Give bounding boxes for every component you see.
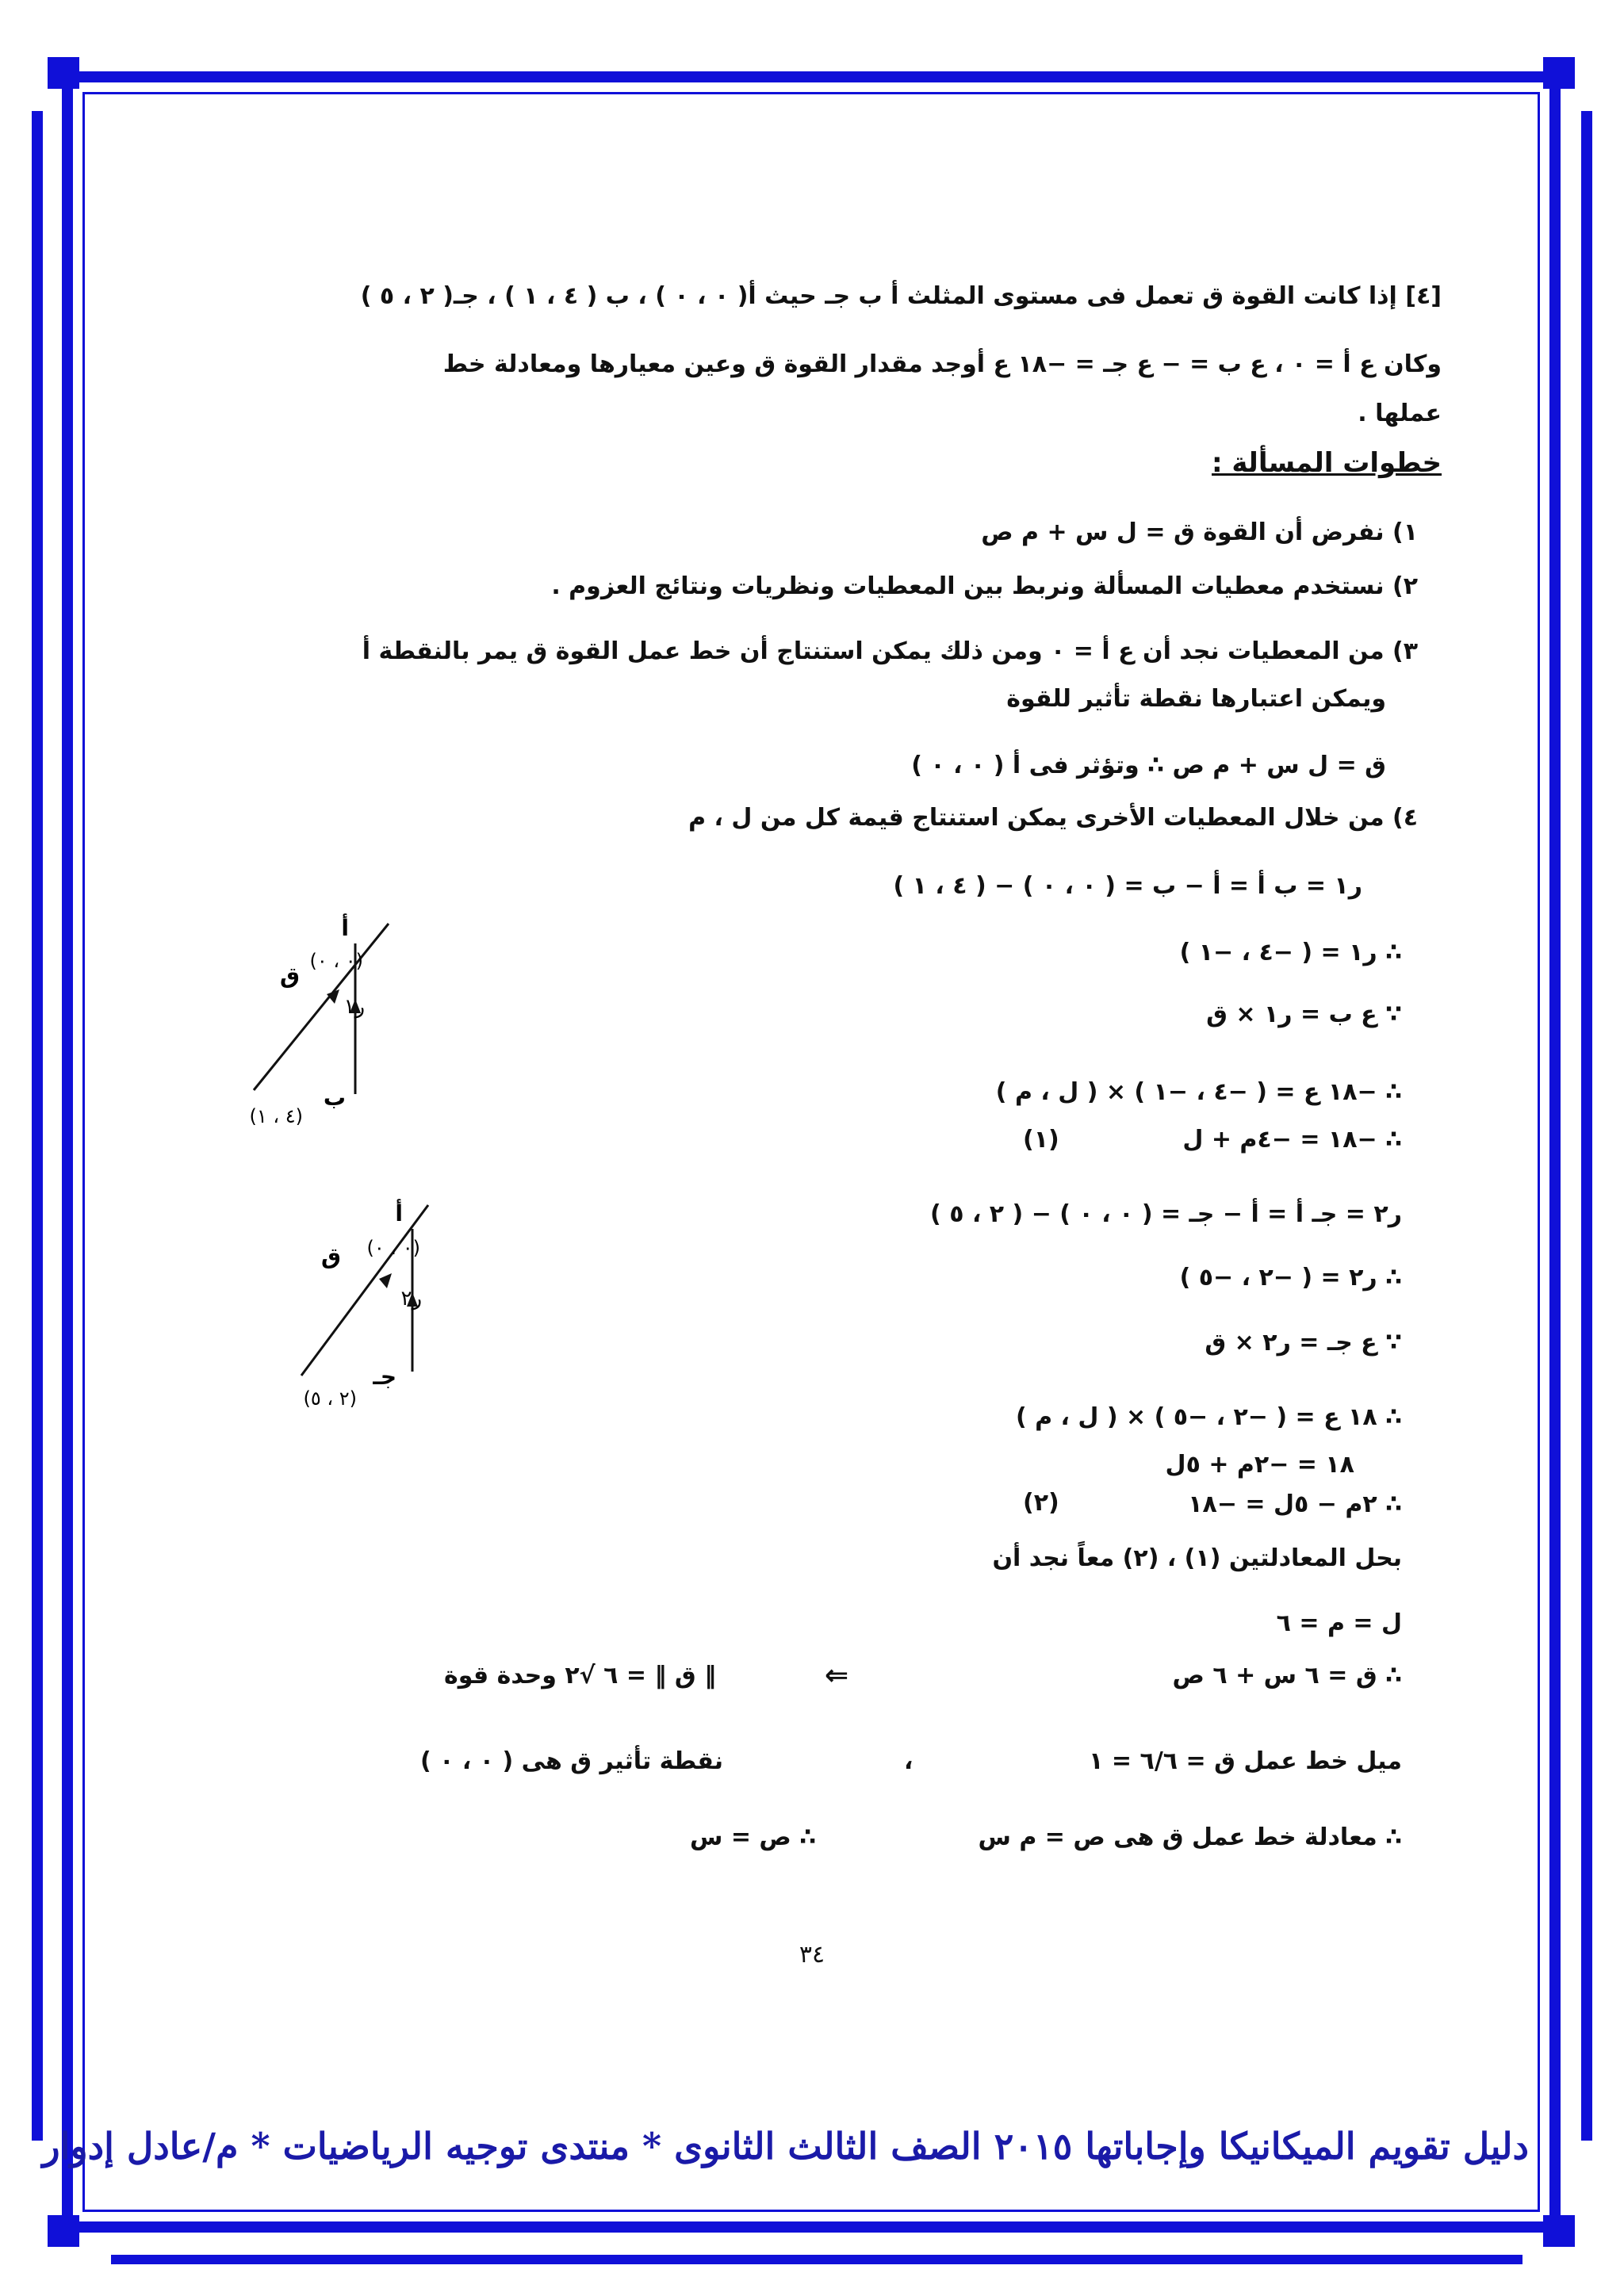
- equation-2: ∴ ٢م − ٥ل = −١٨: [1188, 1490, 1402, 1518]
- equation-2-expanded: ١٨ = −٢م + ٥ل: [1165, 1451, 1354, 1479]
- line-of-action-equation: ∴ معادلة خط عمل ق هى ص = م س: [978, 1823, 1402, 1851]
- step-2: ٢) نستخدم معطيات المسألة ونربط بين المعطيات ونظريات ونتائج العزوم .: [551, 572, 1418, 600]
- equation-2-vector: ∴ ١٨ ع = ( −٢ ، −٥ ) × ( ل ، م ): [1015, 1403, 1402, 1431]
- vector-r2-label: ر٢: [400, 1287, 422, 1311]
- step-1: ١) نفرض أن القوة ق = ل س + م ص: [981, 519, 1418, 546]
- point-c-coords: (٢ ، ٥): [303, 1387, 357, 1410]
- vector-r1-label: ر١: [343, 995, 365, 1019]
- frame-right-edge: [1581, 111, 1592, 2141]
- point-a-coords: (٠ ، ٠): [309, 950, 363, 972]
- moment-at-c: ∵ ع جـ = ر٢ × ق: [1205, 1329, 1402, 1357]
- point-a-coords: (٠ ، ٠): [366, 1237, 420, 1259]
- r2-result: ∴ ر٢ = ( −٢ ، −٥ ): [1179, 1264, 1402, 1292]
- equation-2-number: (٢): [1023, 1489, 1059, 1517]
- equation-1-vector: ∴ −١٨ ع = ( −٤ ، −١ ) × ( ل ، م ): [995, 1078, 1402, 1106]
- r1-definition: ر١ = ب أ = أ − ب = ( ٠ ، ٠ ) − ( ٤ ، ١ ): [893, 872, 1362, 900]
- frame-corner: [1543, 57, 1575, 89]
- footer-credit: دليل تقويم الميكانيكا وإجاباتها ٢٠١٥ الصف الثالث الثانوى * منتدى توجيه الرياضيات * م/عادل إدوار: [42, 2125, 1529, 2168]
- point-b-label: ب: [323, 1085, 346, 1111]
- force-label: ق: [279, 962, 300, 989]
- point-c-label: جـ: [373, 1364, 396, 1390]
- problem-line-3: عملها .: [1358, 400, 1442, 427]
- r1-result: ∴ ر١ = ( −٤ ، −١ ): [1179, 939, 1402, 966]
- equation-1-number: (١): [1023, 1126, 1059, 1154]
- frame-bottom-edge: [111, 2255, 1522, 2264]
- step-3-continued: ويمكن اعتبارها نقطة تأثير للقوة: [1006, 685, 1386, 713]
- force-magnitude: ‖ ق ‖ = ٦ √٢ وحدة قوة: [444, 1662, 717, 1689]
- problem-line-1: [٤] إذا كانت القوة ق تعمل فى مستوى المثلث أ ب جـ حيث أ( ٠ ، ٠ ) ، ب ( ٤ ، ١ ) ، جـ( ٢ ، ٥ ): [360, 282, 1442, 310]
- steps-heading: خطوات المسألة :: [1212, 447, 1442, 479]
- l-m-values: ل = م = ٦: [1276, 1609, 1402, 1637]
- point-a-label: أ: [341, 915, 349, 941]
- frame-left-edge: [32, 111, 43, 2141]
- moment-at-b: ∵ ع ب = ر١ × ق: [1206, 1001, 1402, 1028]
- force-vector-result: ∴ ق = ٦ س + ٦ ص: [1172, 1662, 1402, 1689]
- diagram-force-through-a-and-c: [293, 1197, 515, 1411]
- frame-corner: [48, 57, 79, 89]
- step-3-result: ق = ل س + م ص ∴ وتؤثر فى أ ( ٠ ، ٠ ): [911, 752, 1386, 779]
- point-a-label: أ: [395, 1200, 403, 1226]
- r2-definition: ر٢ = جـ أ = أ − جـ = ( ٠ ، ٠ ) − ( ٢ ، ٥ ): [930, 1200, 1402, 1228]
- step-4: ٤) من خلال المعطيات الأخرى يمكن استنتاج قيمة كل من ل ، م: [688, 804, 1418, 832]
- step-3: ٣) من المعطيات نجد أن ع أ = ٠ ومن ذلك يمكن استنتاج أن خط عمل القوة ق يمر بالنقطة أ: [362, 637, 1418, 665]
- problem-line-2: وكان ع أ = ٠ ، ع ب = − ع جـ = −١٨ ع أوجد مقدار القوة ق وعين معيارها ومعادلة خط: [442, 350, 1442, 378]
- frame-corner: [48, 2215, 79, 2247]
- point-b-coords: (٤ ، ١): [249, 1105, 303, 1126]
- implies-arrow: ⇐: [825, 1659, 849, 1692]
- line-slope: ميل خط عمل ق = ٦/٦ = ١: [1089, 1747, 1402, 1775]
- frame-corner: [1543, 2215, 1575, 2247]
- page-number: ٣٤: [799, 1941, 825, 1969]
- point-of-action: نقطة تأثير ق هى ( ٠ ، ٠ ): [420, 1747, 723, 1775]
- solve-statement: بحل المعادلتين (١) ، (٢) معاً نجد أن: [992, 1544, 1402, 1572]
- line-of-action-result: ∴ ص = س: [690, 1823, 817, 1851]
- force-label: ق: [320, 1243, 341, 1269]
- equation-1: ∴ −١٨ = −٤م + ل: [1182, 1126, 1402, 1154]
- diagram-force-through-a-and-b: [238, 912, 460, 1126]
- separator-comma: ،: [904, 1747, 914, 1775]
